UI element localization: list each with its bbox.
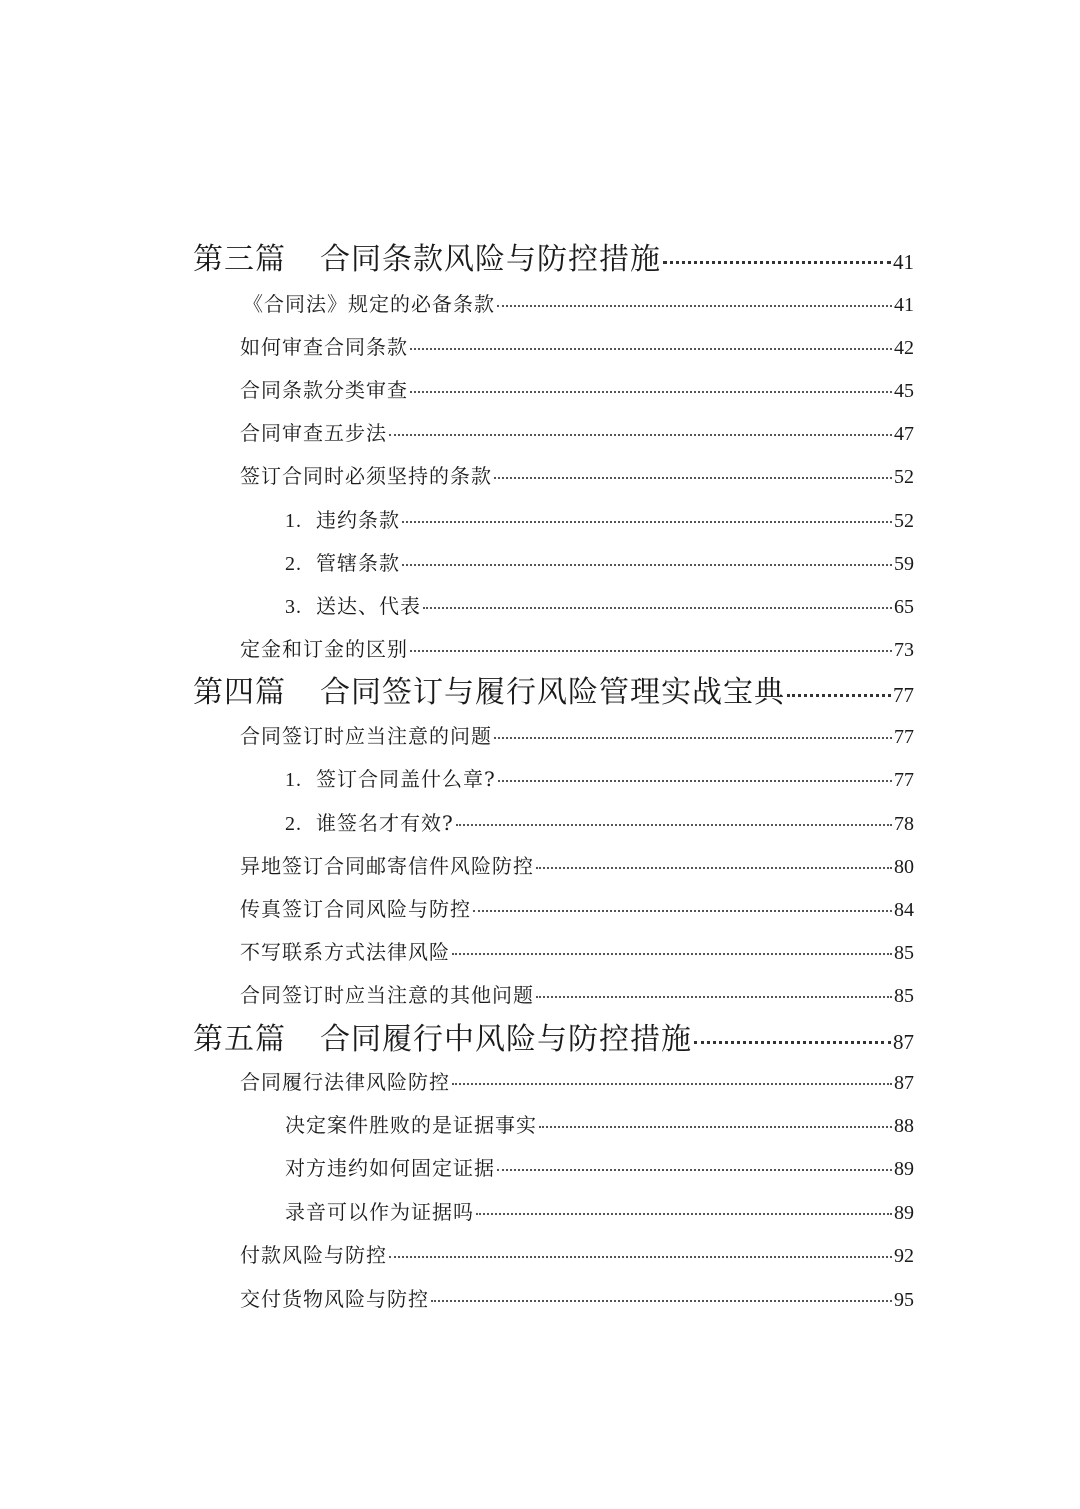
toc-section-title: 付款风险与防控 <box>240 1243 387 1267</box>
toc-item-number: 2. <box>285 813 302 835</box>
toc-page-number: 73 <box>894 639 914 661</box>
toc-item-number: 1. <box>285 510 302 532</box>
toc-section-title: 合同条款分类审查 <box>240 378 408 402</box>
toc-section-row <box>240 851 914 881</box>
dot-leader <box>452 953 892 955</box>
toc-page-number: 59 <box>894 553 914 575</box>
toc-part-number: 第三篇 <box>193 242 286 277</box>
toc-section-title: 交付货物风险与防控 <box>240 1287 429 1311</box>
toc-section-title: 定金和订金的区别 <box>240 637 408 661</box>
toc-page-number: 80 <box>894 856 914 878</box>
toc-section-row <box>240 894 914 924</box>
toc-section-title: 合同签订时应当注意的其他问题 <box>240 983 534 1007</box>
toc-section-row <box>240 418 914 448</box>
toc-page-number: 77 <box>893 683 914 707</box>
dot-leader <box>494 737 892 739</box>
toc-part-heading <box>193 240 914 280</box>
toc-section-title: 签订合同时必须坚持的条款 <box>240 464 492 488</box>
toc-section-row <box>240 332 914 362</box>
dot-leader <box>389 434 892 436</box>
toc-subsection-row <box>285 1153 914 1183</box>
toc-subsection-row <box>285 548 914 578</box>
toc-page-number: 77 <box>894 769 914 791</box>
toc-section-row <box>240 1067 914 1097</box>
dot-leader <box>410 348 892 350</box>
toc-part-title: 合同履行中风险与防控措施 <box>320 1022 692 1057</box>
dot-leader <box>663 261 891 264</box>
toc-page-number: 42 <box>894 337 914 359</box>
dot-leader <box>787 694 891 697</box>
toc-subsection-row <box>285 505 914 535</box>
toc-section-row <box>243 289 914 319</box>
toc-section-title: 如何审查合同条款 <box>240 335 408 359</box>
toc-subsection-label <box>285 548 400 579</box>
dot-leader <box>536 867 892 869</box>
toc-section-row <box>240 1240 914 1270</box>
toc-subsection-label <box>285 764 496 795</box>
toc-section-row <box>240 1284 914 1314</box>
dot-leader <box>410 391 892 393</box>
toc-section-title: 不写联系方式法律风险 <box>240 940 450 964</box>
toc-subsection-title: 决定案件胜败的是证据事实 <box>285 1113 537 1137</box>
toc-part-heading <box>193 1020 914 1060</box>
toc-subsection-title: 违约条款 <box>316 508 400 532</box>
dot-leader <box>402 521 892 523</box>
toc-part-label <box>193 240 661 280</box>
toc-page-number: 65 <box>894 596 914 618</box>
toc-page-number: 78 <box>894 813 914 835</box>
toc-section-title: 合同审查五步法 <box>240 421 387 445</box>
dot-leader <box>473 910 892 912</box>
toc-part-heading <box>193 673 914 713</box>
toc-section-row <box>240 980 914 1010</box>
dot-leader <box>497 1169 892 1171</box>
toc-subsection-title: 对方违约如何固定证据 <box>285 1156 495 1180</box>
toc-page-number: 87 <box>894 1072 914 1094</box>
toc-page-number: 92 <box>894 1245 914 1267</box>
toc-page-number: 77 <box>894 726 914 748</box>
toc-page-number: 52 <box>894 510 914 532</box>
dot-leader <box>494 477 892 479</box>
toc-page-number: 87 <box>893 1030 914 1054</box>
toc-section-title: 合同签订时应当注意的问题 <box>240 724 492 748</box>
toc-page-number: 95 <box>894 1289 914 1311</box>
toc-page-number: 41 <box>894 294 914 316</box>
toc-subsection-title: 谁签名才有效? <box>316 811 454 835</box>
toc-part-title: 合同条款风险与防控措施 <box>320 242 661 277</box>
toc-subsection-title: 送达、代表 <box>316 594 421 618</box>
dot-leader <box>539 1126 892 1128</box>
dot-leader <box>497 305 892 307</box>
toc-section-row <box>240 461 914 491</box>
toc-item-number: 3. <box>285 596 302 618</box>
dot-leader <box>410 650 892 652</box>
dot-leader <box>498 780 892 782</box>
dot-leader <box>431 1300 892 1302</box>
toc-page-number: 47 <box>894 423 914 445</box>
toc-section-title: 《合同法》规定的必备条款 <box>243 292 495 316</box>
dot-leader <box>456 824 892 826</box>
toc-subsection-title: 签订合同盖什么章? <box>316 767 496 791</box>
toc-subsection-title: 录音可以作为证据吗 <box>285 1200 474 1224</box>
toc-subsection-label <box>285 808 454 839</box>
toc-section-row <box>240 721 914 751</box>
toc-page-number: 85 <box>894 985 914 1007</box>
toc-page-number: 41 <box>893 250 914 274</box>
toc-part-label <box>193 673 785 713</box>
toc-part-title: 合同签订与履行风险管理实战宝典 <box>320 675 785 710</box>
dot-leader <box>402 564 892 566</box>
toc-section-row <box>240 634 914 664</box>
toc-page-number: 52 <box>894 466 914 488</box>
toc-section-row <box>240 375 914 405</box>
toc-part-label <box>193 1020 692 1060</box>
toc-subsection-row <box>285 808 914 838</box>
toc-subsection-row <box>285 591 914 621</box>
toc-page-number: 88 <box>894 1115 914 1137</box>
toc-item-number: 1. <box>285 769 302 791</box>
toc-section-row <box>240 937 914 967</box>
dot-leader <box>452 1083 892 1085</box>
toc-part-number: 第四篇 <box>193 675 286 710</box>
dot-leader <box>694 1041 891 1044</box>
toc-section-title: 异地签订合同邮寄信件风险防控 <box>240 854 534 878</box>
toc-subsection-label <box>285 505 400 536</box>
dot-leader <box>536 996 892 998</box>
toc-section-title: 传真签订合同风险与防控 <box>240 897 471 921</box>
dot-leader <box>389 1256 892 1258</box>
toc-subsection-title: 管辖条款 <box>316 551 400 575</box>
dot-leader <box>476 1213 892 1215</box>
toc-page-number: 89 <box>894 1158 914 1180</box>
toc-item-number: 2. <box>285 553 302 575</box>
toc-page-number: 45 <box>894 380 914 402</box>
toc-subsection-row <box>285 764 914 794</box>
toc-page-number: 84 <box>894 899 914 921</box>
toc-page-number: 85 <box>894 942 914 964</box>
toc-section-title: 合同履行法律风险防控 <box>240 1070 450 1094</box>
dot-leader <box>423 607 892 609</box>
toc-subsection-row <box>285 1197 914 1227</box>
toc-subsection-label <box>285 591 421 622</box>
toc-subsection-row <box>285 1110 914 1140</box>
toc-part-number: 第五篇 <box>193 1022 286 1057</box>
toc-page-number: 89 <box>894 1202 914 1224</box>
